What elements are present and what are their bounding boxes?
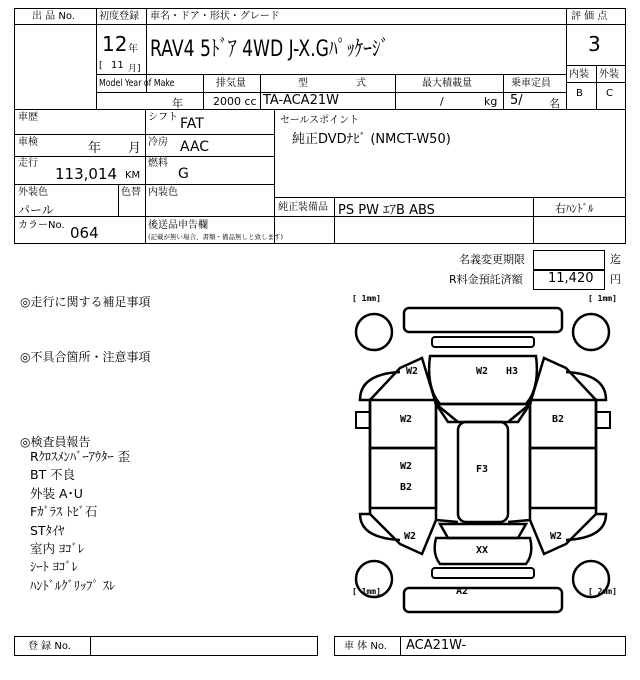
steering-value: 右ﾊﾝﾄﾞﾙ (555, 202, 594, 215)
documents-label: 後送品申告欄 (148, 220, 208, 231)
damage-mark: A2 (456, 586, 469, 597)
color-number-label: カラーNo. (18, 220, 65, 231)
interior-color-label: 内装色 (148, 187, 178, 198)
year-unit: 年 (128, 44, 138, 55)
month-unit: 月] (128, 64, 141, 74)
inspector-report-item: 外装 A･U (30, 485, 83, 501)
exterior-color-value: パール (18, 203, 54, 217)
hood (429, 356, 537, 404)
tr-size-tag: [ 1mm] (588, 294, 617, 303)
rear-window (440, 524, 526, 538)
max-load-slash: / (440, 95, 444, 108)
name-change-deadline-label: 名義変更期限 (459, 253, 525, 266)
mileage-label: 走行 (18, 158, 38, 169)
shift-value: FAT (180, 116, 204, 132)
first-registration-year: 12 (102, 32, 128, 56)
fuel-value: G (178, 166, 189, 182)
equipment-value: PS PW ｴｱB ABS (338, 203, 435, 218)
interior-label: 内装 (569, 69, 589, 80)
br-size-tag: [ 2mm] (588, 587, 617, 596)
model-year-label: Model Year of Make (99, 78, 175, 89)
inspection-label: 車検 (18, 137, 38, 148)
capacity-value: 5/ (510, 93, 523, 108)
damage-mark: W2 (404, 531, 417, 542)
inspector-report-item: Rｸﾛｽﾒﾝﾊﾞｰｱｳﾀｰ 歪 (30, 449, 131, 464)
damage-mark: XX (476, 545, 489, 556)
damage-mark: H3 (506, 366, 519, 377)
name-change-unit: 迄 (610, 253, 621, 266)
first-registration-label: 初度登録 (99, 11, 139, 22)
exterior-grade: C (606, 88, 613, 99)
capacity-label: 乗車定員 (511, 78, 551, 89)
interior-grade: B (576, 88, 583, 99)
chassis-number-label: 車 体 No. (344, 641, 387, 652)
inspector-report-list (30, 448, 130, 595)
inspection-month-unit: 月 (128, 141, 142, 156)
ac-value: AAC (180, 139, 210, 155)
shift-label: シフト (148, 112, 178, 123)
model-type-label-b: 式 (356, 78, 366, 89)
damage-mark: W2 (400, 461, 413, 472)
front-left-wheel (356, 314, 392, 350)
documents-note: (記載が無い場合、書類・備品無しと致します) (148, 233, 284, 241)
right-rear-door (530, 448, 596, 508)
recycle-fee-unit: 円 (610, 273, 621, 286)
score-label: 評 価 点 (571, 11, 608, 22)
equipment-label: 純正装備品 (278, 202, 328, 213)
history-label: 車歴 (18, 112, 38, 123)
inspector-report-item: 室内 ﾖｺﾞﾚ (30, 541, 84, 557)
exterior-label: 外装 (599, 69, 619, 80)
capacity-unit: 名 (549, 97, 560, 110)
displacement-value: 2000 cc (213, 95, 257, 108)
sales-point-label: セールスポイント (280, 115, 360, 126)
car-damage-diagram (340, 288, 626, 622)
tl-size-tag: [ 1mm] (352, 294, 381, 303)
month-open-bracket: [ (99, 61, 103, 71)
model-type-label-a: 型 (298, 78, 308, 89)
windshield (436, 404, 530, 422)
model-code: TA-ACA21W (263, 93, 339, 108)
ac-label: 冷房 (148, 137, 168, 148)
damage-mark: B2 (400, 482, 413, 493)
first-registration-month: 11 (111, 60, 124, 71)
color-number-value: 064 (70, 224, 99, 242)
overall-score: 3 (588, 32, 601, 56)
damage-mark: W2 (400, 414, 413, 425)
inspector-report-item: Fｶﾞﾗｽ ﾄﾋﾞ石 (30, 504, 98, 520)
front-bumper (404, 308, 562, 332)
damage-mark: F3 (476, 464, 489, 475)
bl-size-tag: [ 1mm] (352, 587, 381, 596)
rear-bumper (404, 588, 562, 612)
driving-notes-title: ◎走行に関する補足事項 (20, 295, 151, 309)
damage-mark: W2 (550, 531, 563, 542)
inspector-report-item: ｼｰﾄ ﾖｺﾞﾚ (30, 559, 78, 575)
damage-mark: B2 (552, 414, 565, 425)
exterior-color-label: 外装色 (18, 187, 48, 198)
mileage-value: 113,014 (55, 165, 118, 183)
name-change-deadline-box (533, 250, 605, 270)
registration-number-label: 登 録 No. (28, 641, 71, 652)
car-name-value: RAV4 5ﾄﾞｱ 4WD J-X.Gﾊﾟｯｹｰｼﾞ (150, 37, 390, 62)
body-outline (370, 358, 436, 554)
defects-notes-title: ◎不具合箇所・注意事項 (20, 350, 151, 364)
left-rear-door (370, 448, 436, 508)
inspector-report-item: STﾀｲﾔ (30, 522, 65, 538)
damage-mark: W2 (406, 366, 419, 377)
model-year-unit: 年 (172, 97, 183, 110)
damage-mark: W2 (476, 366, 489, 377)
inspection-year-unit: 年 (88, 141, 102, 156)
recycle-fee-value: 11,420 (548, 271, 594, 286)
max-load-label: 最大積載量 (422, 78, 472, 89)
front-right-wheel (573, 314, 609, 350)
fuel-label: 燃料 (148, 158, 168, 169)
recycle-fee-label: R料金預託済額 (449, 273, 523, 286)
lot-number-label: 出 品 No. (32, 11, 75, 22)
inspector-report-item: ﾊﾝﾄﾞﾙｸﾞﾘｯﾌﾟ ｽﾚ (30, 577, 116, 593)
inspector-report-title: ◎検査員報告 (20, 435, 91, 449)
max-load-unit: kg (484, 95, 498, 108)
color-change-label: 色替 (121, 187, 141, 198)
sales-point-value: 純正DVDﾅﾋﾞ (NMCT-W50) (292, 132, 451, 147)
chassis-number-value: ACA21W- (406, 638, 467, 653)
displacement-label: 排気量 (216, 78, 246, 89)
car-name-label: 車名・ドア・形状・グレード (150, 11, 280, 22)
inspector-report-item: BT 不良 (30, 467, 76, 483)
mileage-unit: KM (125, 170, 141, 181)
